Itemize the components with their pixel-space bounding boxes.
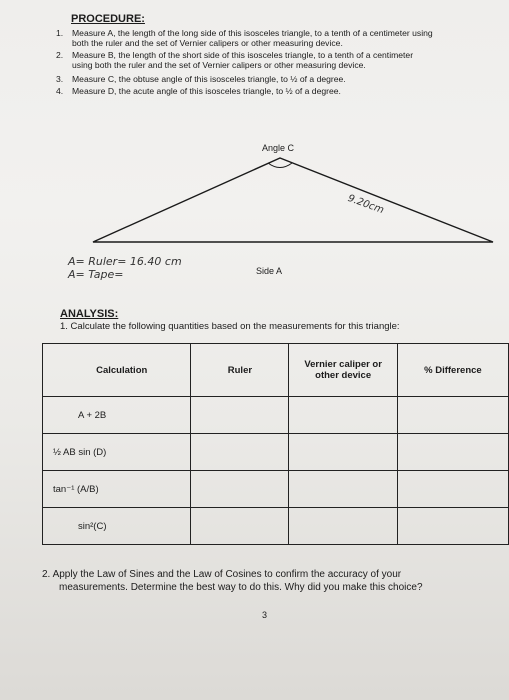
analysis-step-2: 2. Apply the Law of Sines and the Law of Cosines to confirm the accuracy of your measurements. Determine the best way to do this. Why did you make this choice? [42,569,423,593]
header-vernier: Vernier caliper or other device [289,344,397,397]
cell-percent-difference[interactable] [397,434,508,471]
side-a-label: Side A [256,266,283,276]
page-number: 3 [262,610,268,620]
table-row [43,397,509,434]
header-ruler: Ruler [191,344,289,397]
cell-percent-difference[interactable] [397,508,508,545]
calc-a-plus-2b: A + 2B [43,397,191,434]
cell-vernier[interactable] [289,471,397,508]
cell-vernier[interactable] [289,397,397,434]
cell-ruler[interactable] [191,508,289,545]
header-percent-difference: % Difference [397,344,508,397]
cell-percent-difference[interactable] [397,397,508,434]
handwritten-side-b-measure: 9.20cm [346,193,386,217]
calc-arctan-a-over-b: tan⁻¹ (A/B) [43,471,191,508]
cell-vernier[interactable] [289,434,397,471]
procedure-step-2: 2. Measure B, the length of the short side of this isosceles triangle, to a tenth of a centimeter using both the ruler and the set of Vernier calipers or other measuring device. [56,50,414,70]
cell-vernier[interactable] [289,508,397,545]
triangle-shape [93,158,493,242]
table-header-row [43,344,509,397]
cell-ruler[interactable] [191,397,289,434]
calculations-table [42,343,509,545]
table-row [43,508,509,545]
procedure-step-1: 1. Measure A, the length of the long side of this isosceles triangle, to a tenth of a centimeter using both the ruler and the set of Vernier calipers or other measuring device. [56,28,433,48]
table-row [43,471,509,508]
procedure-step-4: 4. Measure D, the acute angle of this isosceles triangle, to ½ of a degree. [56,86,341,96]
calc-sin-squared-c: sin²(C) [43,508,191,545]
procedure-heading: PROCEDURE: [71,13,145,25]
cell-ruler[interactable] [191,434,289,471]
procedure-step-3: 3. Measure C, the obtuse angle of this isosceles triangle, to ½ of a degree. [56,74,346,84]
header-calculation: Calculation [43,344,191,397]
handwritten-tape-measure: A= Tape= [68,268,124,281]
analysis-heading: ANALYSIS: [60,308,119,320]
handwritten-ruler-measure: A= Ruler= 16.40 cm [68,255,182,268]
table-row [43,434,509,471]
angle-c-arc [268,163,292,168]
calc-half-ab-sin-d: ½ AB sin (D) [43,434,191,471]
cell-percent-difference[interactable] [397,471,508,508]
cell-ruler[interactable] [191,471,289,508]
analysis-step-1: 1. Calculate the following quantities based on the measurements for this triangle: [60,321,400,332]
angle-c-label: Angle C [262,143,295,153]
